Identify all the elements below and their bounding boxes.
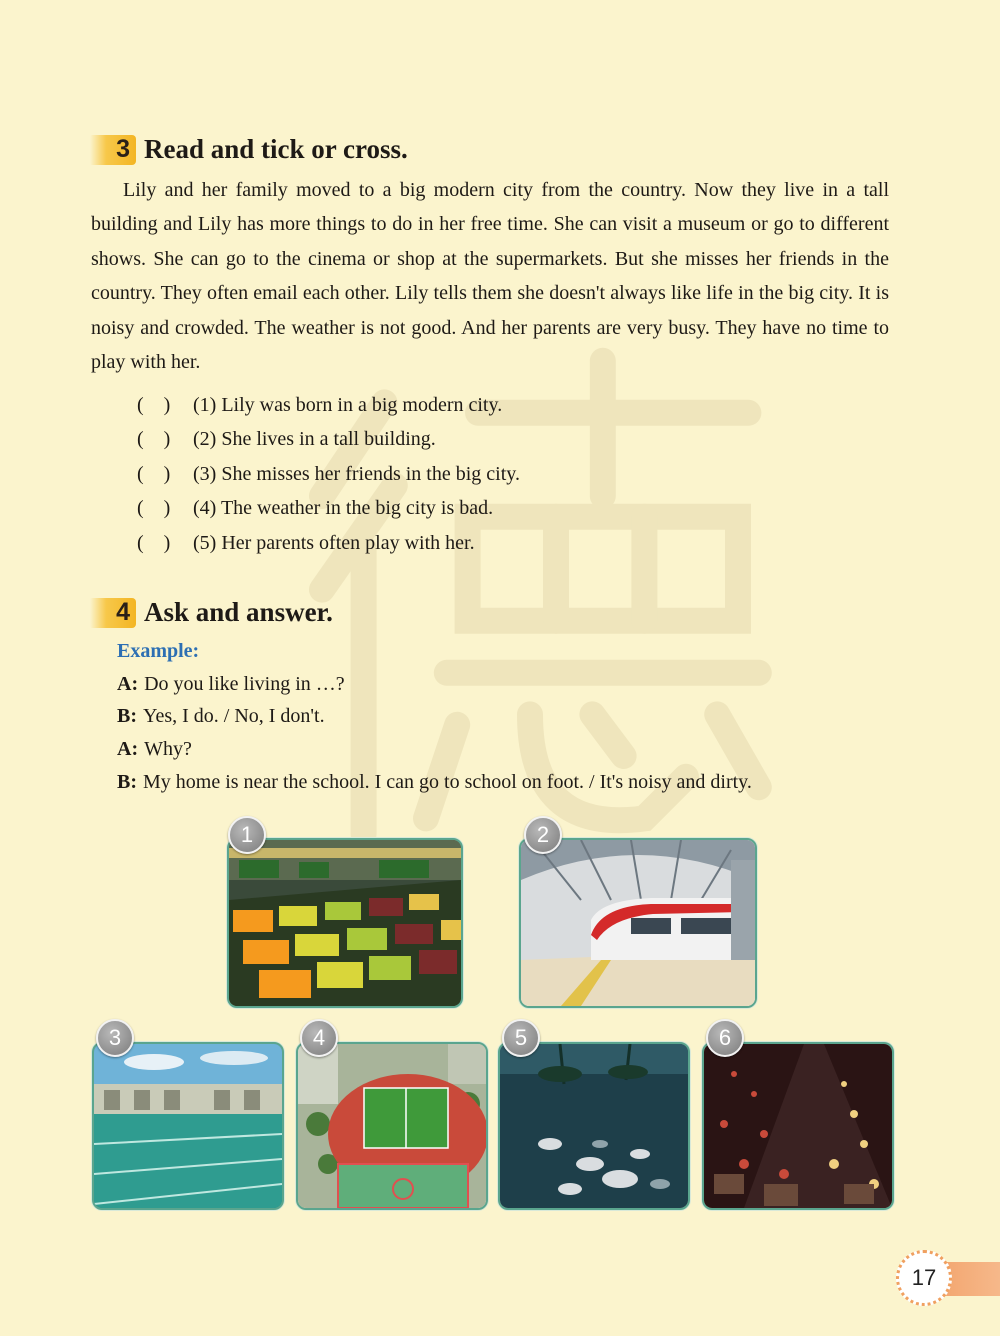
answer-blank[interactable]: ( ): [137, 497, 171, 520]
tick-cross-list: [137, 388, 520, 561]
list-item: [137, 423, 520, 458]
dialog-line: [117, 668, 752, 701]
list-item: [137, 492, 520, 527]
list-item: [137, 526, 520, 561]
reading-passage: Lily and her family moved to a big modern city from the country. Now they live in a tall building and Lily has more things to do in her free time. She can visit a museum or go to different shows. She can go to the cinema or shop at the supermarkets. But she misses her friends in the country. They often email each other. Lily tells them she doesn't always like life in the big city. It is noisy and crowded. The weather is not good. And her parents are very busy. They have no time to play with her.: [91, 179, 889, 374]
dialog-line: [117, 766, 752, 799]
traffic-jam-photo: [702, 1042, 894, 1210]
speaker: B:: [117, 770, 137, 793]
list-item: [137, 388, 520, 423]
section-number-tab: 4: [90, 598, 136, 628]
supermarket-fruit-photo: [227, 838, 463, 1008]
subway-train-photo: [519, 838, 757, 1008]
photo-number-badge: 5: [502, 1019, 540, 1057]
speaker: B:: [117, 705, 137, 728]
page-number: 17: [896, 1250, 952, 1306]
dialog-text: Yes, I do. / No, I don't.: [143, 705, 325, 728]
list-item: [137, 457, 520, 492]
statement-text: (4) The weather in the big city is bad.: [193, 497, 494, 520]
statement-text: (1) Lily was born in a big modern city.: [193, 393, 503, 416]
example-label: Example:: [117, 640, 200, 662]
section-number-tab: 3: [90, 135, 136, 165]
answer-blank[interactable]: ( ): [137, 462, 171, 485]
dialog-text: Do you like living in …?: [144, 672, 345, 695]
photo-number-badge: 1: [228, 816, 266, 854]
section-title: Ask and answer.: [144, 597, 333, 627]
speaker: A:: [117, 737, 139, 760]
swimming-pool-photo: [92, 1042, 284, 1210]
section-4-header: [90, 597, 333, 628]
answer-blank[interactable]: ( ): [137, 393, 171, 416]
photo-number-badge: 4: [300, 1019, 338, 1057]
dialog-text: My home is near the school. I can go to school on foot. / It's noisy and dirty.: [143, 770, 752, 793]
statement-text: (2) She lives in a tall building.: [193, 428, 436, 451]
section-3-header: [90, 134, 408, 165]
dialog-text: Why?: [144, 737, 192, 760]
photo-number-badge: 2: [524, 816, 562, 854]
polluted-water-photo: [498, 1042, 690, 1210]
photo-number-badge: 6: [706, 1019, 744, 1057]
sports-field-photo: [296, 1042, 488, 1210]
statement-text: (3) She misses her friends in the big city.: [193, 462, 520, 485]
statement-text: (5) Her parents often play with her.: [193, 531, 475, 554]
answer-blank[interactable]: ( ): [137, 531, 171, 554]
photo-number-badge: 3: [96, 1019, 134, 1057]
example-dialog: [117, 668, 752, 798]
dialog-line: [117, 733, 752, 766]
answer-blank[interactable]: ( ): [137, 428, 171, 451]
speaker: A:: [117, 672, 139, 695]
section-title: Read and tick or cross.: [144, 134, 408, 164]
dialog-line: [117, 701, 752, 734]
